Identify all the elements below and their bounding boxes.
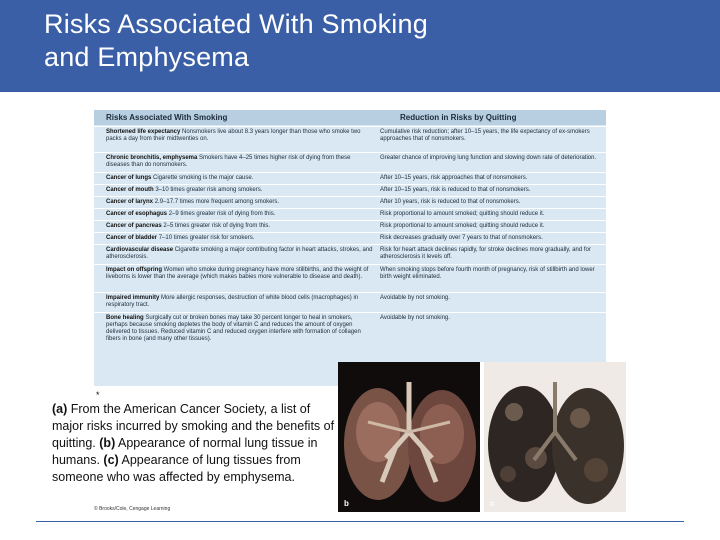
risk-text: More allergic responses, destruction of white blood cells (macrophages) in respiratory tract. <box>106 295 359 308</box>
risk-label: Bone healing <box>106 315 144 321</box>
risk-cell <box>106 129 374 143</box>
risk-text: 7–10 times greater risk for smokers. <box>158 235 255 241</box>
risk-text: Women who smoke during pregnancy have more stillbirths, and the weight of liveborns is lower than the average (which makes babies more vulnerable to disease and death). <box>106 267 369 280</box>
risk-label: Shortened life expectancy <box>106 129 181 135</box>
risk-text: 3–10 times greater risk among smokers. <box>155 187 263 193</box>
image-credit: © Brooks/Cole, Cengage Learning <box>94 506 171 512</box>
title-line-1: Risks Associated With Smoking <box>44 9 428 39</box>
figure-caption <box>52 401 342 486</box>
risk-cell <box>106 175 374 182</box>
risk-label: Cancer of esophagus <box>106 211 168 217</box>
caption-label-a: (a) <box>52 402 68 416</box>
photo-panel <box>338 362 628 512</box>
reduction-cell: Risk decreases gradually over 7 years to that of nonsmokers. <box>380 235 543 241</box>
risk-label: Cancer of pancreas <box>106 223 162 229</box>
risk-label: Impact on offspring <box>106 267 162 273</box>
table-row <box>94 244 606 265</box>
table-row <box>94 312 606 359</box>
risk-cell <box>106 235 374 242</box>
photo-label-b: b <box>344 499 349 508</box>
risk-cell <box>106 267 374 281</box>
table-row <box>94 126 606 153</box>
risk-label: Cancer of mouth <box>106 187 154 193</box>
normal-lung-image <box>338 362 480 512</box>
reduction-cell: When smoking stops before fourth month of pregnancy, risk of stillbirth and lower birth weight eliminated. <box>380 267 595 280</box>
caption-label-b: (b) <box>99 436 116 450</box>
emphysema-lung-image <box>484 362 626 512</box>
risk-label: Chronic bronchitis, emphysema <box>106 155 198 161</box>
normal-lung-photo <box>338 362 480 512</box>
table-row <box>94 264 606 293</box>
table-row <box>94 152 606 173</box>
reduction-cell: Avoidable by not smoking. <box>380 295 450 301</box>
caption-text-a: From the American Cancer Society, a list of major risks incurred by smoking and the benefits of quitting. <box>52 402 335 450</box>
reduction-cell: Cumulative risk reduction; after 10–15 years, the life expectancy of ex-smokers approaches that of nonsmokers. <box>380 129 590 142</box>
risk-cell <box>106 155 374 169</box>
reduction-cell: Greater chance of improving lung function and slowing down rate of deterioration. <box>380 155 597 161</box>
risk-cell <box>106 199 374 206</box>
reduction-cell: After 10–15 years, risk approaches that of nonsmokers. <box>380 175 528 181</box>
risk-text: Smokers have 4–25 times higher risk of dying from these diseases than do nonsmokers. <box>106 155 351 168</box>
risk-label: Cancer of lungs <box>106 175 152 181</box>
risk-label: Impaired immunity <box>106 295 160 301</box>
reduction-cell: Risk proportional to amount smoked; quitting should reduce it. <box>380 211 545 217</box>
reduction-cell: Risk for heart attack declines rapidly, for stroke declines more gradually, and for atherosclerosis it levels off. <box>380 247 591 260</box>
footer-divider <box>36 521 684 522</box>
table-header <box>94 110 606 125</box>
title-line-2: and Emphysema <box>44 42 250 72</box>
risk-cell <box>106 187 374 194</box>
risk-label: Cancer of bladder <box>106 235 158 241</box>
reduction-cell: Avoidable by not smoking. <box>380 315 450 321</box>
caption-label-c: (c) <box>103 453 119 467</box>
risk-table <box>94 110 606 386</box>
column-header-reduction: Reduction in Risks by Quitting <box>400 113 517 122</box>
risk-cell <box>106 223 374 230</box>
slide-header <box>0 0 720 92</box>
caption-text-b: Appearance of normal lung tissue in humans. <box>52 436 318 467</box>
reduction-cell: After 10 years, risk is reduced to that of nonsmokers. <box>380 199 521 205</box>
column-header-risks: Risks Associated With Smoking <box>106 113 228 122</box>
caption-text-c: Appearance of lung tissues from someone who was affected by emphysema. <box>52 453 301 484</box>
risk-text: Surgically cut or broken bones may take 30 percent longer to heal in smokers, perhaps because smoking depletes the body of vitamin C and reduces the amount of oxygen delivered to tissues. Reduced vitamin C and reduced oxygen interfere with formation of collagen fibers in bone (and many other tissues). <box>106 315 361 342</box>
risk-cell <box>106 315 374 343</box>
slide-title <box>44 8 684 74</box>
risk-label: Cardiovascular disease <box>106 247 174 253</box>
risk-text: Nonsmokers live about 8.3 years longer than those who smoke two packs a day from their midtwenties on. <box>106 129 361 142</box>
risk-text: 2–5 times greater risk of dying from this. <box>163 223 271 229</box>
risk-text: 2.9–17.7 times more frequent among smokers. <box>154 199 280 205</box>
risk-cell <box>106 247 374 261</box>
risk-text: Cigarette smoking a major contributing factor in heart attacks, strokes, and atherosclerosis. <box>106 247 373 260</box>
risk-text: 2–9 times greater risk of dying from this. <box>168 211 276 217</box>
reduction-cell: Risk proportional to amount smoked; quitting should reduce it. <box>380 223 545 229</box>
risk-cell <box>106 295 374 309</box>
asterisk-mark: * <box>96 390 100 400</box>
table-row <box>94 292 606 313</box>
reduction-cell: After 10–15 years, risk is reduced to that of nonsmokers. <box>380 187 531 193</box>
risk-cell <box>106 211 374 218</box>
risk-label: Cancer of larynx <box>106 199 154 205</box>
risk-text: Cigarette smoking is the major cause. <box>153 175 254 181</box>
emphysema-lung-photo <box>484 362 626 512</box>
photo-label-c: c <box>490 499 495 508</box>
